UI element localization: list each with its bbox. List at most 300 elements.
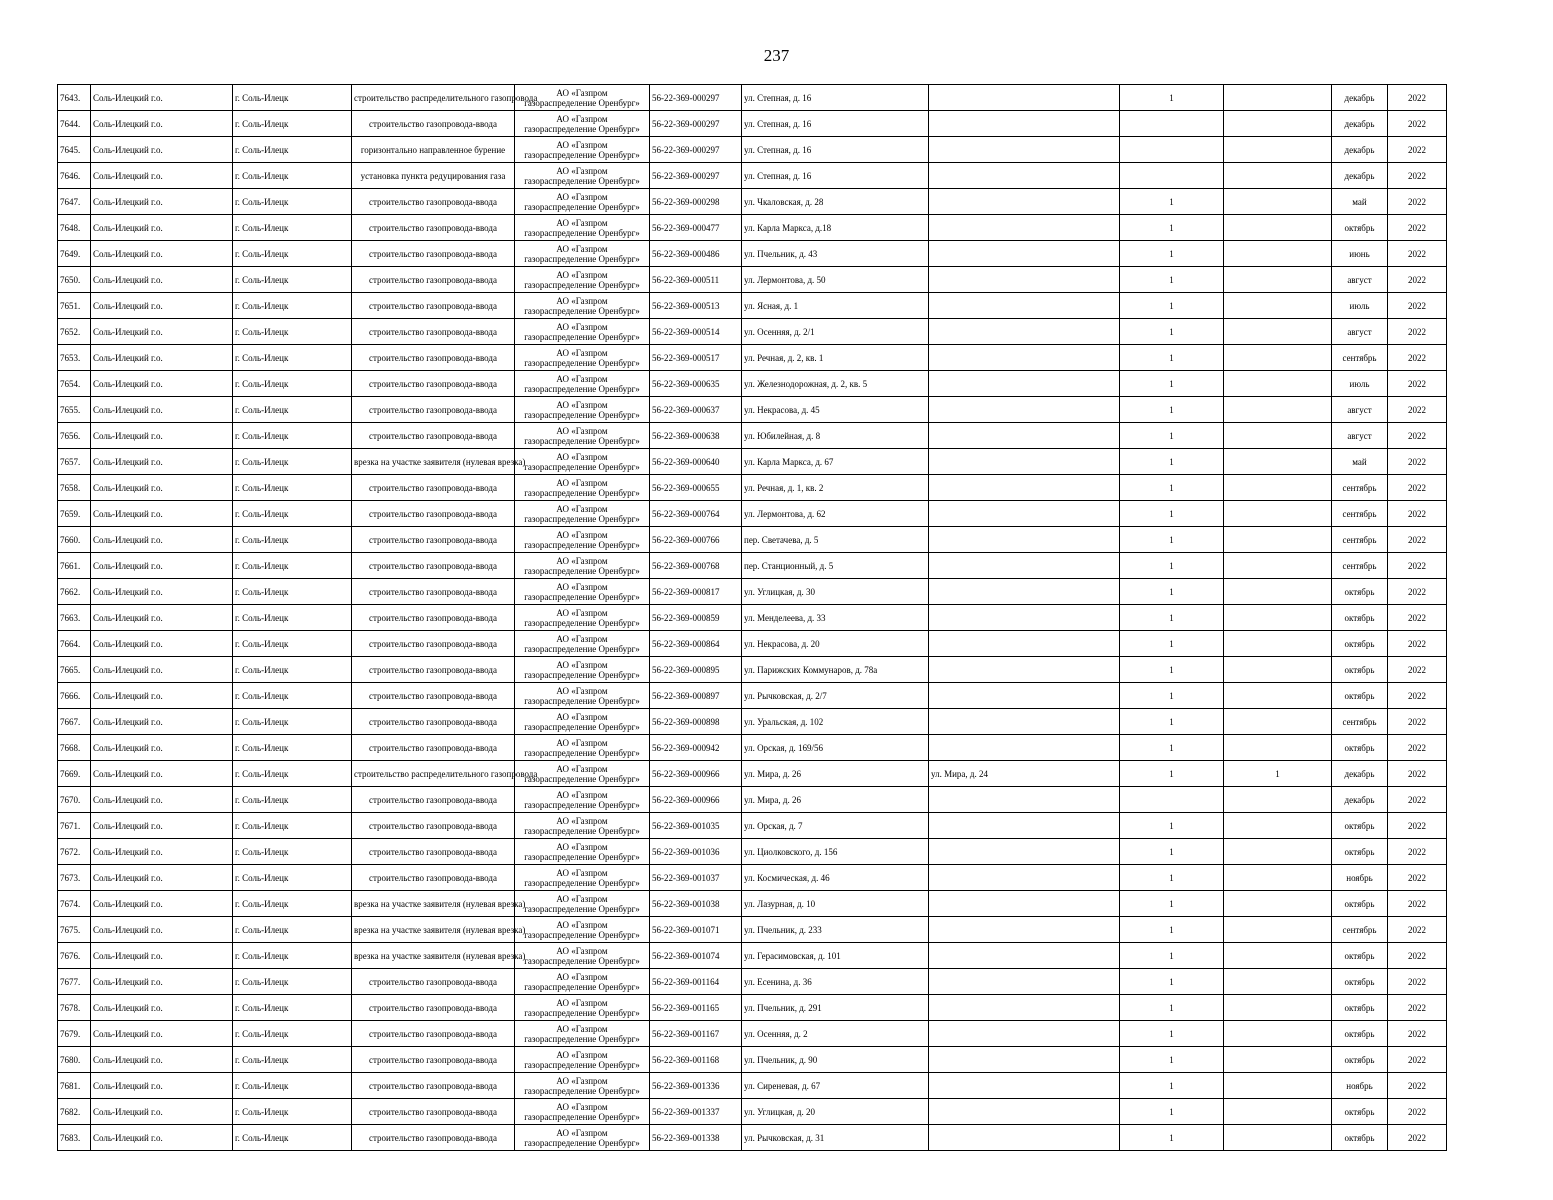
district-cell: Соль-Илецкий г.о. xyxy=(91,839,233,865)
work-type-cell: строительство газопровода-ввода xyxy=(352,1021,515,1047)
year-cell: 2022 xyxy=(1388,1047,1447,1073)
table-row xyxy=(58,891,1447,917)
secondary-address-cell xyxy=(929,865,1120,891)
secondary-quantity-cell xyxy=(1224,683,1332,709)
organization-cell xyxy=(515,1125,650,1151)
organization-name-line: газораспределение Оренбург» xyxy=(524,253,640,264)
year-cell: 2022 xyxy=(1388,137,1447,163)
month-cell: декабрь xyxy=(1332,163,1388,189)
city-cell: г. Соль-Илецк xyxy=(233,761,352,787)
year-cell: 2022 xyxy=(1388,241,1447,267)
quantity-cell: 1 xyxy=(1120,839,1224,865)
organization-name-line: газораспределение Оренбург» xyxy=(524,383,640,394)
organization-name-line: газораспределение Оренбург» xyxy=(524,357,640,368)
year-cell: 2022 xyxy=(1388,683,1447,709)
district-cell: Соль-Илецкий г.о. xyxy=(91,1073,233,1099)
application-code-cell: 56-22-369-000768 xyxy=(650,553,742,579)
organization-cell xyxy=(515,215,650,241)
application-code-cell: 56-22-369-000513 xyxy=(650,293,742,319)
organization-name-line: АО «Газпром xyxy=(556,607,608,618)
quantity-cell: 1 xyxy=(1120,657,1224,683)
organization-cell xyxy=(515,241,650,267)
row-number-cell: 7672. xyxy=(58,839,91,865)
district-cell: Соль-Илецкий г.о. xyxy=(91,189,233,215)
work-type-cell: строительство газопровода-ввода xyxy=(352,1047,515,1073)
quantity-cell: 1 xyxy=(1120,605,1224,631)
table-row xyxy=(58,579,1447,605)
organization-cell xyxy=(515,345,650,371)
address-cell: ул. Лермонтова, д. 50 xyxy=(742,267,929,293)
secondary-address-cell xyxy=(929,709,1120,735)
secondary-quantity-cell xyxy=(1224,579,1332,605)
city-cell: г. Соль-Илецк xyxy=(233,1047,352,1073)
row-number-cell: 7665. xyxy=(58,657,91,683)
secondary-quantity-cell xyxy=(1224,475,1332,501)
organization-name-line: АО «Газпром xyxy=(556,1101,608,1112)
secondary-address-cell xyxy=(929,891,1120,917)
district-cell: Соль-Илецкий г.о. xyxy=(91,449,233,475)
row-number-cell: 7650. xyxy=(58,267,91,293)
secondary-quantity-cell xyxy=(1224,891,1332,917)
table-row xyxy=(58,163,1447,189)
organization-name-line: АО «Газпром xyxy=(556,815,608,826)
city-cell: г. Соль-Илецк xyxy=(233,631,352,657)
secondary-quantity-cell xyxy=(1224,631,1332,657)
address-cell: ул. Некрасова, д. 20 xyxy=(742,631,929,657)
secondary-quantity-cell xyxy=(1224,917,1332,943)
organization-cell xyxy=(515,631,650,657)
secondary-address-cell xyxy=(929,1125,1120,1151)
month-cell: ноябрь xyxy=(1332,1073,1388,1099)
district-cell: Соль-Илецкий г.о. xyxy=(91,553,233,579)
year-cell: 2022 xyxy=(1388,449,1447,475)
quantity-cell: 1 xyxy=(1120,1021,1224,1047)
organization-name-line: газораспределение Оренбург» xyxy=(524,981,640,992)
organization-name-line: газораспределение Оренбург» xyxy=(524,1059,640,1070)
quantity-cell xyxy=(1120,787,1224,813)
address-cell: ул. Герасимовская, д. 101 xyxy=(742,943,929,969)
organization-name-line: газораспределение Оренбург» xyxy=(524,123,640,134)
work-type-cell: строительство газопровода-ввода xyxy=(352,319,515,345)
month-cell: декабрь xyxy=(1332,761,1388,787)
row-number-cell: 7647. xyxy=(58,189,91,215)
table-row xyxy=(58,111,1447,137)
year-cell: 2022 xyxy=(1388,631,1447,657)
year-cell: 2022 xyxy=(1388,761,1447,787)
address-cell: ул. Ясная, д. 1 xyxy=(742,293,929,319)
year-cell: 2022 xyxy=(1388,267,1447,293)
year-cell: 2022 xyxy=(1388,787,1447,813)
city-cell: г. Соль-Илецк xyxy=(233,397,352,423)
month-cell: октябрь xyxy=(1332,735,1388,761)
quantity-cell: 1 xyxy=(1120,85,1224,111)
year-cell: 2022 xyxy=(1388,85,1447,111)
address-cell: ул. Степная, д. 16 xyxy=(742,85,929,111)
address-cell: ул. Юбилейная, д. 8 xyxy=(742,423,929,449)
organization-name-line: АО «Газпром xyxy=(556,581,608,592)
organization-name-line: газораспределение Оренбург» xyxy=(524,669,640,680)
city-cell: г. Соль-Илецк xyxy=(233,163,352,189)
month-cell: октябрь xyxy=(1332,995,1388,1021)
address-cell: ул. Степная, д. 16 xyxy=(742,163,929,189)
quantity-cell: 1 xyxy=(1120,969,1224,995)
secondary-address-cell xyxy=(929,449,1120,475)
district-cell: Соль-Илецкий г.о. xyxy=(91,657,233,683)
district-cell: Соль-Илецкий г.о. xyxy=(91,969,233,995)
table-row xyxy=(58,553,1447,579)
row-number-cell: 7680. xyxy=(58,1047,91,1073)
quantity-cell: 1 xyxy=(1120,995,1224,1021)
application-code-cell: 56-22-369-000635 xyxy=(650,371,742,397)
table-row xyxy=(58,85,1447,111)
year-cell: 2022 xyxy=(1388,735,1447,761)
work-type-cell: строительство распределительного газопровода xyxy=(352,85,515,111)
quantity-cell: 1 xyxy=(1120,1125,1224,1151)
city-cell: г. Соль-Илецк xyxy=(233,241,352,267)
table-row xyxy=(58,813,1447,839)
secondary-quantity-cell xyxy=(1224,787,1332,813)
table-row xyxy=(58,709,1447,735)
month-cell: октябрь xyxy=(1332,943,1388,969)
city-cell: г. Соль-Илецк xyxy=(233,475,352,501)
organization-cell xyxy=(515,475,650,501)
address-cell: ул. Парижских Коммунаров, д. 78а xyxy=(742,657,929,683)
organization-name-line: газораспределение Оренбург» xyxy=(524,1085,640,1096)
organization-name-line: газораспределение Оренбург» xyxy=(524,1033,640,1044)
year-cell: 2022 xyxy=(1388,527,1447,553)
secondary-quantity-cell xyxy=(1224,735,1332,761)
year-cell: 2022 xyxy=(1388,189,1447,215)
row-number-cell: 7675. xyxy=(58,917,91,943)
year-cell: 2022 xyxy=(1388,501,1447,527)
secondary-address-cell xyxy=(929,111,1120,137)
quantity-cell: 1 xyxy=(1120,917,1224,943)
organization-name-line: газораспределение Оренбург» xyxy=(524,929,640,940)
quantity-cell: 1 xyxy=(1120,865,1224,891)
application-code-cell: 56-22-369-000486 xyxy=(650,241,742,267)
organization-cell xyxy=(515,189,650,215)
organization-cell xyxy=(515,813,650,839)
quantity-cell: 1 xyxy=(1120,709,1224,735)
quantity-cell: 1 xyxy=(1120,631,1224,657)
table-row xyxy=(58,449,1447,475)
month-cell: октябрь xyxy=(1332,969,1388,995)
secondary-address-cell xyxy=(929,605,1120,631)
quantity-cell: 1 xyxy=(1120,345,1224,371)
year-cell: 2022 xyxy=(1388,345,1447,371)
row-number-cell: 7668. xyxy=(58,735,91,761)
organization-name-line: АО «Газпром xyxy=(556,269,608,280)
month-cell: май xyxy=(1332,189,1388,215)
organization-name-line: газораспределение Оренбург» xyxy=(524,539,640,550)
organization-cell xyxy=(515,527,650,553)
row-number-cell: 7671. xyxy=(58,813,91,839)
organization-name-line: АО «Газпром xyxy=(556,971,608,982)
table-row xyxy=(58,917,1447,943)
work-type-cell: строительство газопровода-ввода xyxy=(352,215,515,241)
table-row xyxy=(58,189,1447,215)
application-code-cell: 56-22-369-001337 xyxy=(650,1099,742,1125)
secondary-address-cell xyxy=(929,137,1120,163)
secondary-quantity-cell xyxy=(1224,839,1332,865)
organization-name-line: газораспределение Оренбург» xyxy=(524,877,640,888)
year-cell: 2022 xyxy=(1388,709,1447,735)
row-number-cell: 7658. xyxy=(58,475,91,501)
work-type-cell: строительство газопровода-ввода xyxy=(352,1073,515,1099)
row-number-cell: 7666. xyxy=(58,683,91,709)
year-cell: 2022 xyxy=(1388,1099,1447,1125)
month-cell: июль xyxy=(1332,371,1388,397)
application-code-cell: 56-22-369-000966 xyxy=(650,787,742,813)
month-cell: сентябрь xyxy=(1332,345,1388,371)
work-type-cell: строительство газопровода-ввода xyxy=(352,579,515,605)
month-cell: октябрь xyxy=(1332,683,1388,709)
row-number-cell: 7674. xyxy=(58,891,91,917)
application-code-cell: 56-22-369-000638 xyxy=(650,423,742,449)
organization-name-line: АО «Газпром xyxy=(556,893,608,904)
table-row xyxy=(58,657,1447,683)
work-type-cell: строительство газопровода-ввода xyxy=(352,527,515,553)
organization-name-line: АО «Газпром xyxy=(556,1075,608,1086)
row-number-cell: 7654. xyxy=(58,371,91,397)
quantity-cell: 1 xyxy=(1120,943,1224,969)
organization-cell xyxy=(515,85,650,111)
organization-name-line: АО «Газпром xyxy=(556,763,608,774)
row-number-cell: 7652. xyxy=(58,319,91,345)
organization-name-line: АО «Газпром xyxy=(556,217,608,228)
organization-cell xyxy=(515,605,650,631)
application-code-cell: 56-22-369-000895 xyxy=(650,657,742,683)
table-row xyxy=(58,527,1447,553)
secondary-address-cell xyxy=(929,839,1120,865)
organization-name-line: АО «Газпром xyxy=(556,477,608,488)
row-number-cell: 7643. xyxy=(58,85,91,111)
secondary-quantity-cell xyxy=(1224,605,1332,631)
table-row xyxy=(58,1125,1447,1151)
secondary-address-cell xyxy=(929,1021,1120,1047)
work-type-cell: строительство газопровода-ввода xyxy=(352,995,515,1021)
city-cell: г. Соль-Илецк xyxy=(233,345,352,371)
district-cell: Соль-Илецкий г.о. xyxy=(91,1047,233,1073)
quantity-cell: 1 xyxy=(1120,319,1224,345)
month-cell: октябрь xyxy=(1332,839,1388,865)
secondary-quantity-cell xyxy=(1224,969,1332,995)
month-cell: август xyxy=(1332,397,1388,423)
address-cell: ул. Космическая, д. 46 xyxy=(742,865,929,891)
quantity-cell: 1 xyxy=(1120,423,1224,449)
table-body xyxy=(58,85,1447,1151)
year-cell: 2022 xyxy=(1388,605,1447,631)
row-number-cell: 7645. xyxy=(58,137,91,163)
organization-name-line: газораспределение Оренбург» xyxy=(524,279,640,290)
organization-cell xyxy=(515,111,650,137)
month-cell: ноябрь xyxy=(1332,865,1388,891)
city-cell: г. Соль-Илецк xyxy=(233,995,352,1021)
address-cell: ул. Орская, д. 7 xyxy=(742,813,929,839)
organization-name-line: АО «Газпром xyxy=(556,945,608,956)
work-type-cell: врезка на участке заявителя (нулевая врезка) xyxy=(352,449,515,475)
secondary-quantity-cell xyxy=(1224,267,1332,293)
organization-cell xyxy=(515,163,650,189)
organization-cell xyxy=(515,137,650,163)
organization-name-line: АО «Газпром xyxy=(556,529,608,540)
organization-name-line: газораспределение Оренбург» xyxy=(524,695,640,706)
district-cell: Соль-Илецкий г.о. xyxy=(91,527,233,553)
secondary-address-cell xyxy=(929,1073,1120,1099)
organization-name-line: газораспределение Оренбург» xyxy=(524,1111,640,1122)
organization-cell xyxy=(515,553,650,579)
application-code-cell: 56-22-369-001165 xyxy=(650,995,742,1021)
quantity-cell: 1 xyxy=(1120,1099,1224,1125)
table-row xyxy=(58,631,1447,657)
address-cell: пер. Светачева, д. 5 xyxy=(742,527,929,553)
quantity-cell: 1 xyxy=(1120,761,1224,787)
secondary-quantity-cell xyxy=(1224,449,1332,475)
work-type-cell: строительство газопровода-ввода xyxy=(352,241,515,267)
organization-name-line: газораспределение Оренбург» xyxy=(524,799,640,810)
organization-name-line: АО «Газпром xyxy=(556,165,608,176)
organization-name-line: газораспределение Оренбург» xyxy=(524,149,640,160)
organization-cell xyxy=(515,943,650,969)
city-cell: г. Соль-Илецк xyxy=(233,111,352,137)
address-cell: ул. Степная, д. 16 xyxy=(742,111,929,137)
table-row xyxy=(58,865,1447,891)
address-cell: ул. Циолковского, д. 156 xyxy=(742,839,929,865)
month-cell: июль xyxy=(1332,293,1388,319)
city-cell: г. Соль-Илецк xyxy=(233,267,352,293)
table-row xyxy=(58,761,1447,787)
secondary-address-cell xyxy=(929,995,1120,1021)
organization-cell xyxy=(515,683,650,709)
application-code-cell: 56-22-369-001035 xyxy=(650,813,742,839)
secondary-address-cell xyxy=(929,397,1120,423)
month-cell: октябрь xyxy=(1332,605,1388,631)
table-row xyxy=(58,345,1447,371)
work-type-cell: установка пункта редуцирования газа xyxy=(352,163,515,189)
district-cell: Соль-Илецкий г.о. xyxy=(91,241,233,267)
organization-name-line: газораспределение Оренбург» xyxy=(524,721,640,732)
organization-name-line: газораспределение Оренбург» xyxy=(524,227,640,238)
secondary-address-cell xyxy=(929,319,1120,345)
secondary-quantity-cell xyxy=(1224,215,1332,241)
work-type-cell: строительство газопровода-ввода xyxy=(352,345,515,371)
year-cell: 2022 xyxy=(1388,397,1447,423)
secondary-address-cell xyxy=(929,241,1120,267)
table-row xyxy=(58,735,1447,761)
row-number-cell: 7662. xyxy=(58,579,91,605)
table-row xyxy=(58,995,1447,1021)
organization-cell xyxy=(515,839,650,865)
organization-name-line: газораспределение Оренбург» xyxy=(524,617,640,628)
city-cell: г. Соль-Илецк xyxy=(233,969,352,995)
secondary-quantity-cell xyxy=(1224,1073,1332,1099)
address-cell: ул. Мира, д. 26 xyxy=(742,787,929,813)
secondary-quantity-cell xyxy=(1224,293,1332,319)
city-cell: г. Соль-Илецк xyxy=(233,917,352,943)
organization-cell xyxy=(515,1047,650,1073)
organization-name-line: АО «Газпром xyxy=(556,997,608,1008)
secondary-quantity-cell xyxy=(1224,85,1332,111)
table-row xyxy=(58,319,1447,345)
address-cell: ул. Мира, д. 26 xyxy=(742,761,929,787)
quantity-cell: 1 xyxy=(1120,267,1224,293)
organization-cell xyxy=(515,657,650,683)
secondary-quantity-cell xyxy=(1224,1047,1332,1073)
application-code-cell: 56-22-369-001038 xyxy=(650,891,742,917)
organization-name-line: газораспределение Оренбург» xyxy=(524,1007,640,1018)
secondary-quantity-cell xyxy=(1224,501,1332,527)
year-cell: 2022 xyxy=(1388,111,1447,137)
address-cell: ул. Рычковская, д. 2/7 xyxy=(742,683,929,709)
row-number-cell: 7667. xyxy=(58,709,91,735)
secondary-quantity-cell xyxy=(1224,1021,1332,1047)
month-cell: май xyxy=(1332,449,1388,475)
secondary-address-cell xyxy=(929,657,1120,683)
organization-name-line: газораспределение Оренбург» xyxy=(524,565,640,576)
organization-name-line: АО «Газпром xyxy=(556,685,608,696)
secondary-address-cell xyxy=(929,969,1120,995)
secondary-address-cell xyxy=(929,917,1120,943)
district-cell: Соль-Илецкий г.о. xyxy=(91,605,233,631)
work-type-cell: строительство газопровода-ввода xyxy=(352,1125,515,1151)
secondary-address-cell xyxy=(929,527,1120,553)
city-cell: г. Соль-Илецк xyxy=(233,1125,352,1151)
work-type-cell: строительство газопровода-ввода xyxy=(352,553,515,579)
work-type-cell: строительство газопровода-ввода xyxy=(352,293,515,319)
organization-name-line: АО «Газпром xyxy=(556,919,608,930)
organization-name-line: газораспределение Оренбург» xyxy=(524,409,640,420)
work-type-cell: строительство газопровода-ввода xyxy=(352,423,515,449)
city-cell: г. Соль-Илецк xyxy=(233,943,352,969)
work-type-cell: строительство газопровода-ввода xyxy=(352,397,515,423)
organization-name-line: газораспределение Оренбург» xyxy=(524,487,640,498)
organization-name-line: газораспределение Оренбург» xyxy=(524,955,640,966)
year-cell: 2022 xyxy=(1388,475,1447,501)
organization-name-line: АО «Газпром xyxy=(556,113,608,124)
city-cell: г. Соль-Илецк xyxy=(233,839,352,865)
district-cell: Соль-Илецкий г.о. xyxy=(91,215,233,241)
address-cell: ул. Уральская, д. 102 xyxy=(742,709,929,735)
application-code-cell: 56-22-369-000898 xyxy=(650,709,742,735)
work-type-cell: строительство газопровода-ввода xyxy=(352,267,515,293)
organization-name-line: газораспределение Оренбург» xyxy=(524,903,640,914)
application-code-cell: 56-22-369-000764 xyxy=(650,501,742,527)
application-code-cell: 56-22-369-001036 xyxy=(650,839,742,865)
work-type-cell: строительство газопровода-ввода xyxy=(352,709,515,735)
month-cell: сентябрь xyxy=(1332,475,1388,501)
city-cell: г. Соль-Илецк xyxy=(233,449,352,475)
year-cell: 2022 xyxy=(1388,917,1447,943)
address-cell: ул. Пчельник, д. 90 xyxy=(742,1047,929,1073)
quantity-cell xyxy=(1120,111,1224,137)
row-number-cell: 7659. xyxy=(58,501,91,527)
application-code-cell: 56-22-369-001037 xyxy=(650,865,742,891)
secondary-address-cell xyxy=(929,423,1120,449)
quantity-cell: 1 xyxy=(1120,475,1224,501)
district-cell: Соль-Илецкий г.о. xyxy=(91,397,233,423)
month-cell: июнь xyxy=(1332,241,1388,267)
secondary-address-cell xyxy=(929,787,1120,813)
district-cell: Соль-Илецкий г.о. xyxy=(91,631,233,657)
organization-name-line: газораспределение Оренбург» xyxy=(524,461,640,472)
gasification-register-table xyxy=(57,84,1447,1151)
quantity-cell: 1 xyxy=(1120,813,1224,839)
secondary-quantity-cell xyxy=(1224,709,1332,735)
organization-name-line: газораспределение Оренбург» xyxy=(524,851,640,862)
organization-name-line: газораспределение Оренбург» xyxy=(524,331,640,342)
page-number: 237 xyxy=(763,46,790,65)
year-cell: 2022 xyxy=(1388,579,1447,605)
